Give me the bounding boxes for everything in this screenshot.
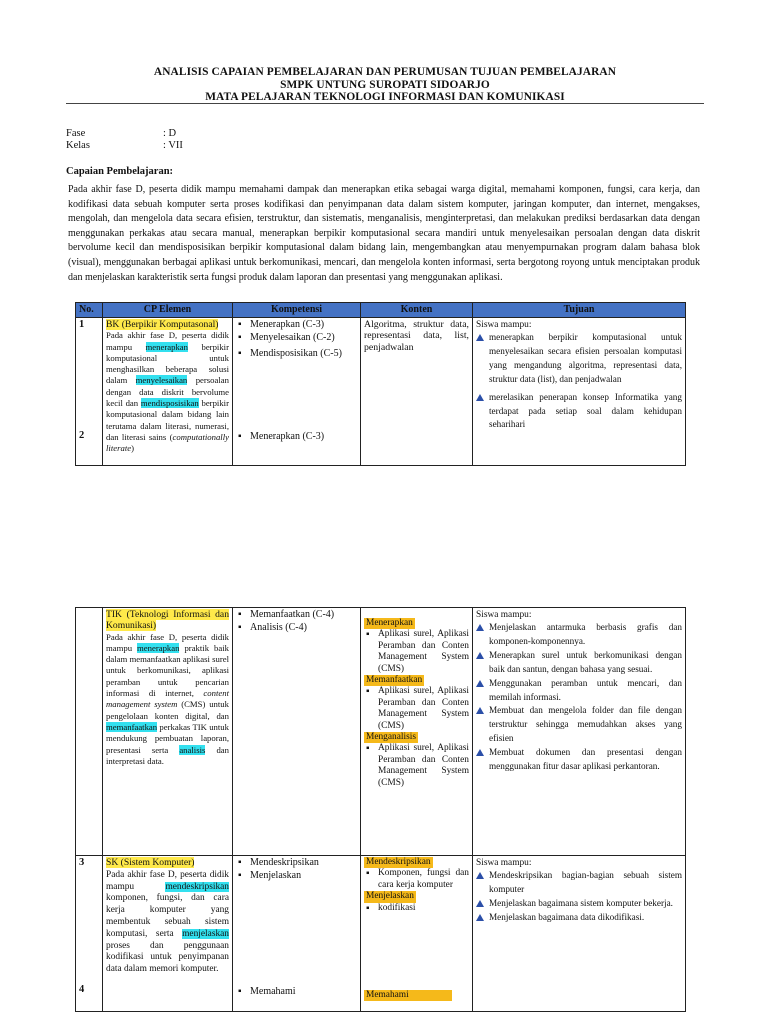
cp-text: Pada akhir fase D, peserta didik mampu: [106, 330, 229, 352]
cp-text: praktik baik dalam memanfaatkan aplikasi surel untuk berkomunikasi, aplikasi peramban untuk pencarian informasi di internet,: [106, 642, 229, 699]
cp-elemen-cell: [103, 608, 233, 856]
kompetensi-list: [236, 609, 357, 634]
triangle-bullet-icon: [476, 334, 484, 341]
list-item: Menjelaskan bagaimana sistem komputer bekerja.: [476, 897, 682, 911]
kompetensi-list-2: [236, 431, 324, 444]
tujuan-list: [476, 331, 682, 432]
cp-elemen-cell: [103, 856, 233, 1012]
list-item: Membuat dokumen dan presentasi dengan menggunakan fitur dasar aplikasi perkantoran.: [476, 746, 682, 774]
tujuan-list: [476, 621, 682, 774]
kompetensi-list-4: [236, 986, 296, 999]
kompetensi-cell: [233, 856, 361, 1012]
cp-text: Pada akhir fase D, peserta didik mampu: [106, 631, 229, 653]
row-number-cell: [76, 318, 103, 466]
col-header-no: No.: [76, 303, 103, 318]
col-header-konten: Konten: [361, 303, 473, 318]
tujuan-cell: [473, 856, 686, 1012]
list-item: ▪ Mendeskripsikan: [236, 857, 357, 870]
cp-text: Pada akhir fase D, peserta didik mampu: [106, 869, 229, 892]
cp-text: (CMS) untuk pengelolaan konten digital, dan: [106, 699, 229, 721]
list-item: ▪ Memahami: [236, 986, 296, 999]
konten-cell: Algoritma, struktur data, representasi data, list, penjadwalan: [361, 318, 473, 466]
col-header-kompetensi: Kompetensi: [233, 303, 361, 318]
header-rule: [66, 103, 704, 104]
list-item: ▪ kodifikasi: [364, 903, 469, 914]
konten-heading: Menjelaskan: [366, 891, 414, 902]
cp-highlight: mendeskripsikan: [165, 881, 229, 892]
list-item: ▪ Menyelesaikan (C-2): [236, 332, 357, 345]
konten-list: [364, 903, 469, 914]
triangle-bullet-icon: [476, 872, 484, 879]
kompetensi-cell: [233, 608, 361, 856]
table-row: [76, 318, 686, 466]
cp-text: proses dan penggunaan kodifikasi untuk penyimpanan data dalam memori komputer.: [106, 940, 229, 975]
tujuan-list: [476, 869, 682, 925]
konten-heading: Memanfaatkan: [366, 675, 423, 686]
doc-title-line1: ANALISIS CAPAIAN PEMBELAJARAN DAN PERUMUSAN TUJUAN PEMBELAJARAN: [153, 66, 617, 78]
cp-text: berpikir komputasional untuk menghasilkan beberapa solusi dalam: [106, 341, 229, 386]
konten-heading: Menerapkan: [366, 618, 413, 628]
list-item: ▪ Mendisposisikan (C-5): [236, 348, 357, 361]
tujuan-cell: [473, 318, 686, 466]
cp-highlight: mendisposisikan: [140, 398, 199, 409]
cp-highlight: analisis: [179, 744, 206, 755]
tujuan-intro: Siswa mampu:: [476, 610, 532, 620]
cp-text: dan interpretasi data.: [106, 744, 230, 766]
capaian-paragraph: Pada akhir fase D, peserta didik mampu memahami dampak dan menerapkan etika sebagai warga digital, memahami komponen, fungsi, cara kerja, dan kodifikasi data sebuah komputer serta proses kodifikasi dan penyimpanan data dalam sistem komputer, jaringan komputer, dan internet, mengakses, mengolah, dan mengelola data secara efisien, terstruktur, dan sistematis, menganalisis, menginterpretasi, dan melakukan prediksi berdasarkan data dengan menggunakan perkakas atau secara manual, menerapkan berpikir komputasional secara mandiri untuk menyelesaikan persoalan dengan data diskrit bervolume kecil dan mendisposisikan berpikir komputasional dalam bidang lain, mengembangkan atau menyempurnakan program dalam bahasa blok (visual), menggunakan berbagai aplikasi untuk berkomunikasi, mencari, dan mengelola konten informasi, serta bergotong royong untuk menciptakan produk dan menjelaskan karakteristik serta fungsi produk dalam laporan dan presentasi yang menggunakan aplikasi.: [68, 184, 700, 283]
konten-list: [364, 743, 469, 789]
table-tp-1: [75, 302, 686, 466]
list-item: Menjelaskan antarmuka berbasis grafis dan komponen-komponennya.: [476, 621, 682, 649]
konten-cell: [361, 856, 473, 1012]
row-number-cell: [76, 856, 103, 1012]
kompetensi-list: [236, 857, 357, 882]
kelas-value: : VII: [163, 140, 183, 151]
triangle-bullet-icon: [476, 900, 484, 907]
list-item: menerapkan berpikir komputasional untuk menyelesaikan secara efisien persoalan komputasi yang mengandung algoritma, representasi data, struktur data (list), dan penjadwalan: [476, 331, 682, 387]
cp-highlight: menjelaskan: [182, 928, 229, 939]
cp-italic: computationally literate: [106, 431, 229, 454]
konten-heading: Menganalisis: [366, 732, 416, 743]
konten-list: [364, 629, 469, 675]
kompetensi-cell: [233, 318, 361, 466]
row-number-cell: [76, 608, 103, 856]
tujuan-intro: Siswa mampu:: [476, 858, 532, 868]
triangle-bullet-icon: [476, 680, 484, 687]
konten-cell: [361, 608, 473, 856]
row-number-2: 2: [79, 430, 85, 441]
cp-elemen-title: BK (Berpikir Komputasonal): [106, 319, 219, 330]
row-number-4: 4: [79, 984, 85, 995]
list-item: Membuat dan mengelola folder dan file dengan terstruktur sehingga memudahkan akses yang efisien: [476, 704, 682, 746]
triangle-bullet-icon: [476, 707, 484, 714]
row-number-3: 3: [79, 857, 85, 868]
doc-title-line3: MATA PELAJARAN TEKNOLOGI INFORMASI DAN KOMUNIKASI: [205, 91, 565, 103]
cp-highlight: menerapkan: [145, 341, 188, 352]
list-item: Menerapkan surel untuk berkomunikasi dengan baik dan santun, dengan bahasa yang sesuai.: [476, 649, 682, 677]
list-item: ▪ Komponen, fungsi dan cara kerja komputer: [364, 868, 469, 891]
cp-elemen-title: TIK (Teknologi Informasi dan Komunikasi): [106, 609, 229, 632]
kelas-label: Kelas: [66, 140, 90, 151]
list-item: merelasikan penerapan konsep Informatika yang terdapat pada setiap soal dalam kehidupan seharihari: [476, 391, 682, 433]
list-item: Menggunakan peramban untuk mencari, dan memilah informasi.: [476, 677, 682, 705]
cp-text: persoalan dengan data diskrit bervolume kecil dan: [106, 375, 229, 409]
list-item: ▪ Menerapkan (C-3): [236, 431, 324, 444]
triangle-bullet-icon: [476, 394, 484, 401]
cp-italic: content management system: [106, 688, 229, 710]
table-header-row: [76, 303, 686, 318]
list-item: ▪ Aplikasi surel, Aplikasi Peramban dan Conten Management System (CMS): [364, 629, 469, 675]
triangle-bullet-icon: [476, 652, 484, 659]
tujuan-cell: [473, 608, 686, 856]
cp-text: perkakas TIK untuk mendukung pembuatan laporan, presentasi serta: [106, 721, 229, 755]
table-row: [76, 856, 686, 1012]
triangle-bullet-icon: [476, 624, 484, 631]
list-item: ▪ Aplikasi surel, Aplikasi Peramban dan Conten Management System (CMS): [364, 686, 469, 732]
list-item: Mendeskripsikan bagian-bagian sebuah sistem komputer: [476, 869, 682, 897]
tujuan-intro: Siswa mampu:: [476, 320, 532, 330]
list-item: ▪ Menerapkan (C-3): [236, 319, 357, 332]
cp-text: komponen, fungsi, dan cara kerja komputer yang membentuk sebuah sistem komputasi, serta: [106, 893, 229, 939]
kompetensi-list: [236, 319, 357, 361]
capaian-title: Capaian Pembelajaran:: [66, 166, 174, 177]
list-item: ▪ Memanfaatkan (C-4): [236, 609, 357, 622]
cp-text: ): [131, 443, 134, 454]
list-item: ▪ Analisis (C-4): [236, 622, 357, 635]
fase-value: : D: [163, 128, 177, 139]
doc-title-line2: SMPK UNTUNG SUROPATI SIDOARJO: [280, 79, 490, 91]
cp-elemen-cell: [103, 318, 233, 466]
col-header-cp: CP Elemen: [103, 303, 233, 318]
table-tp-2: [75, 607, 686, 1012]
col-header-tujuan: Tujuan: [473, 303, 686, 318]
cp-elemen-title: SK (Sistem Komputer): [106, 857, 195, 868]
konten-heading: Mendeskripsikan: [366, 857, 431, 867]
row-number-1: 1: [79, 319, 85, 330]
cp-highlight: memanfaatkan: [106, 721, 158, 732]
konten-heading: Memahami: [364, 990, 452, 1001]
cp-highlight: menyelesaikan: [135, 375, 188, 386]
table-row: [76, 608, 686, 856]
fase-label: Fase: [66, 128, 86, 139]
triangle-bullet-icon: [476, 914, 484, 921]
triangle-bullet-icon: [476, 749, 484, 756]
list-item: ▪ Aplikasi surel, Aplikasi Peramban dan Conten Management System (CMS): [364, 743, 469, 789]
konten-list: [364, 686, 469, 732]
cp-highlight: menerapkan: [137, 642, 180, 653]
list-item: ▪ Menjelaskan: [236, 870, 357, 883]
konten-list: [364, 868, 469, 891]
list-item: Menjelaskan bagaimana data dikodifikasi.: [476, 911, 682, 925]
cp-text: berpikir komputasional dalam bidang lain terutama dalam literasi, numerasi, dan literasi sains (: [106, 398, 229, 442]
